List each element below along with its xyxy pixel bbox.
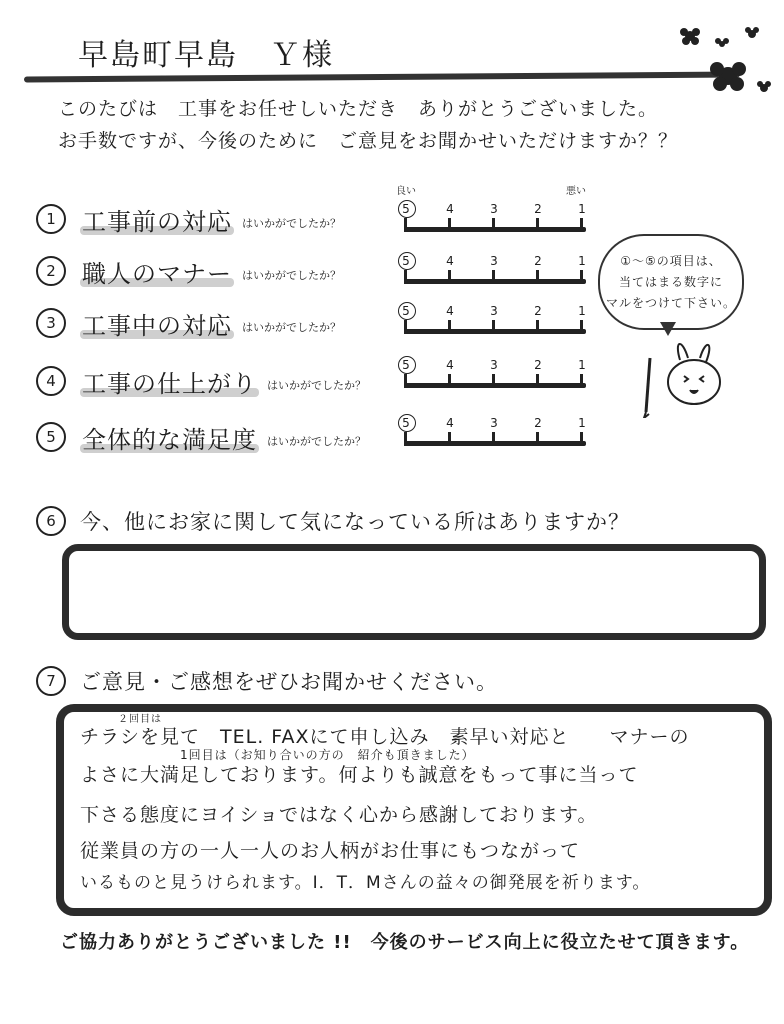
comment-note-1: ２回目は [118,714,162,725]
scale-number-2[interactable]: 2 [534,416,542,430]
question-text: 今、他にお家に関して気になっている所はありますか？ [80,510,630,534]
selected-rating-circle [398,356,416,374]
question-5 [36,420,366,454]
scale-tick [536,374,539,388]
scale-tick [580,320,583,334]
question-number: 2 [36,256,66,286]
selected-rating-circle [398,302,416,320]
question-4 [36,364,366,398]
scale-tick [448,432,451,446]
scale-tick [536,270,539,284]
question-number: 1 [36,204,66,234]
scale-tick [536,320,539,334]
question-6 [36,504,630,538]
scale-tick [448,374,451,388]
comment-line-1: チラシを見て TEL. FAXにて申し込み 素早い対応と マナーの [80,726,690,748]
comment-line-4: 従業員の方の一人一人のお人柄がお仕事にもつながって [80,840,581,862]
scale-number-3[interactable]: 3 [490,202,498,216]
scale-number-4[interactable]: 4 [446,358,454,372]
scale-number-5[interactable]: 5 [402,358,410,372]
scale-number-1[interactable]: 1 [578,304,586,318]
scale-number-4[interactable]: 4 [446,304,454,318]
question-text: 全体的な満足度 [80,420,259,455]
scale-tick [492,374,495,388]
scale-bar [404,227,586,232]
rating-scale-4[interactable] [402,358,586,392]
scale-good-label: 良い [396,186,416,197]
flower-decoration-icon [670,14,780,104]
question-number: 6 [36,506,66,536]
question-sub: はいかがでしたか？ [242,217,341,230]
question-7 [36,664,498,698]
question-text: 工事の仕上がり [80,364,259,399]
scale-number-5[interactable]: 5 [402,202,410,216]
scale-number-4[interactable]: 4 [446,416,454,430]
scale-number-1[interactable]: 1 [578,416,586,430]
comment-line-2: よさに大満足しております。何よりも誠意をもって事に当って [80,764,639,786]
question-number: 4 [36,366,66,396]
scale-tick [404,270,407,284]
scale-tick [580,374,583,388]
selected-rating-circle [398,252,416,270]
scale-number-3[interactable]: 3 [490,304,498,318]
selected-rating-circle [398,414,416,432]
scale-tick [404,218,407,232]
scale-tick [580,432,583,446]
scale-number-1[interactable]: 1 [578,202,586,216]
selected-rating-circle [398,200,416,218]
bubble-line-1: ①〜⑤の項目は、 [620,253,722,268]
question-sub: はいかがでしたか？ [242,269,341,282]
scale-number-4[interactable]: 4 [446,254,454,268]
scale-tick [492,218,495,232]
scale-tick [448,270,451,284]
scale-number-1[interactable]: 1 [578,358,586,372]
instruction-bubble [598,234,744,330]
comment-line-3: 下さる態度にヨイショではなく心から感謝しております。 [80,804,598,826]
scale-bad-label: 悪い [566,186,586,197]
scale-number-2[interactable]: 2 [534,304,542,318]
comment-note-2: 1回目は（お知り合いの方の 紹介も頂きました） [180,748,475,762]
rating-scale-3[interactable] [402,304,586,338]
question-sub: はいかがでしたか？ [267,379,366,392]
scale-number-5[interactable]: 5 [402,304,410,318]
scale-number-1[interactable]: 1 [578,254,586,268]
page-title: 早島町早島 Ｙ様 [78,38,334,73]
comment-line-5: いるものと見うけられます。I．T．Mさんの益々の御発展を祈ります。 [80,873,651,893]
scale-number-3[interactable]: 3 [490,358,498,372]
scale-number-5[interactable]: 5 [402,254,410,268]
scale-number-3[interactable]: 3 [490,416,498,430]
question-text: ご意見・ご感想をぜひお聞かせください。 [80,670,498,694]
rating-scale-2[interactable] [402,254,586,288]
scale-tick [448,320,451,334]
scale-bar [404,441,586,446]
scale-bar [404,329,586,334]
rating-scale-5[interactable] [402,416,586,450]
question-number: 3 [36,308,66,338]
rating-scale-1[interactable] [402,202,586,236]
intro-line-1: このたびは 工事をお任せしいただき ありがとうございました。 [58,98,659,120]
scale-number-2[interactable]: 2 [534,254,542,268]
question-text: 工事中の対応 [80,306,234,341]
scale-number-4[interactable]: 4 [446,202,454,216]
scale-tick [404,432,407,446]
scale-bar [404,279,586,284]
scale-number-5[interactable]: 5 [402,416,410,430]
rabbit-mascot-icon [636,338,736,418]
scale-tick [492,270,495,284]
scale-tick [580,218,583,232]
question-sub: はいかがでしたか？ [242,321,341,334]
scale-number-3[interactable]: 3 [490,254,498,268]
question-2 [36,254,341,288]
scale-bar [404,383,586,388]
footer-thanks: ご協力ありがとうございました !! 今後のサービス向上に役立たせて頂きます。 [60,932,750,953]
scale-number-2[interactable]: 2 [534,358,542,372]
scale-tick [492,432,495,446]
bubble-tail [660,322,676,336]
q6-answer-box[interactable] [62,544,766,640]
scale-number-2[interactable]: 2 [534,202,542,216]
question-number: 7 [36,666,66,696]
scale-tick [404,374,407,388]
question-3 [36,306,341,340]
bubble-line-2: 当てはまる数字に [618,274,723,289]
scale-tick [536,432,539,446]
scale-tick [404,320,407,334]
intro-line-2: お手数ですが、今後のために ご意見をお聞かせいただけますか？？ [58,130,679,152]
question-1 [36,202,341,236]
scale-tick [536,218,539,232]
question-text: 工事前の対応 [80,202,234,237]
question-sub: はいかがでしたか？ [267,435,366,448]
scale-tick [580,270,583,284]
question-text: 職人のマナー [80,254,234,289]
scale-tick [492,320,495,334]
scale-tick [448,218,451,232]
bubble-line-3: マルをつけて下さい。 [605,295,736,310]
question-number: 5 [36,422,66,452]
